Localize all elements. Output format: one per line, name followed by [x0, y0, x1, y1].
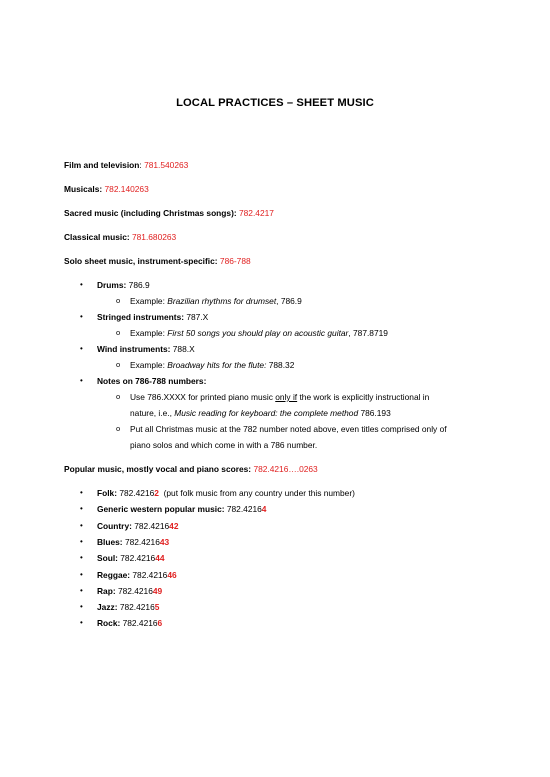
drums-item [97, 280, 150, 290]
genre-item [97, 586, 162, 596]
example-title: Broadway hits for the flute: [167, 360, 267, 370]
note-title: Music reading for keyboard: the complete method [174, 408, 359, 418]
bullet-icon: • [80, 537, 83, 546]
genre-number-base: 782.4216 [119, 488, 155, 498]
genre-number-suffix: 49 [152, 586, 163, 596]
note-text: the work is explicitly instructional in [297, 392, 430, 402]
stringed-label: Stringed instruments: [97, 312, 187, 322]
film-label: Film and television [64, 160, 140, 170]
genre-number-base: 782.4216 [122, 618, 158, 628]
musicals-number: 782.140263 [104, 184, 149, 194]
genre-number-base: 782.4216 [119, 602, 155, 612]
sacred-music-line [64, 208, 274, 218]
bullet-icon: • [80, 521, 83, 530]
sacred-number: 782.4217 [238, 208, 274, 218]
sub-bullet-icon: o [116, 424, 121, 433]
genre-label: Blues: [97, 537, 125, 547]
classical-number: 781.680263 [131, 232, 177, 242]
solo-label: Solo sheet music, instrument-specific: [64, 256, 220, 266]
bullet-icon: • [80, 553, 83, 562]
genre-number-base: 782.4216 [124, 537, 160, 547]
genre-number-suffix: 2 [154, 488, 159, 498]
note-emphasis: only if [275, 392, 298, 402]
genre-number-base: 782.4216 [226, 504, 262, 514]
genre-number-base: 782.4216 [120, 553, 156, 563]
genre-label: Rap: [97, 586, 118, 596]
example-prefix: Example: [130, 296, 168, 306]
note-text: Use 786.XXXX for printed piano music [130, 392, 276, 402]
note-text: nature, i.e., [130, 408, 175, 418]
bullet-icon: • [80, 280, 83, 289]
genre-label: Country: [97, 521, 135, 531]
drums-label: Drums: [97, 280, 129, 290]
bullet-icon: • [80, 344, 83, 353]
note-1-line-1 [130, 392, 429, 402]
genre-number-base: 782.4216 [117, 586, 153, 596]
example-title: First 50 songs you should play on acoustic guitar [167, 328, 349, 338]
bullet-icon: • [80, 504, 83, 513]
note-1-line-2 [130, 408, 391, 418]
example-number: , 786.9 [276, 296, 302, 306]
genre-label: Reggae: [97, 570, 133, 580]
genre-number-suffix: 6 [157, 618, 163, 628]
classical-music-line [64, 232, 176, 242]
example-number: , 787.8719 [348, 328, 388, 338]
genre-label: Soul: [97, 553, 121, 563]
genre-item [97, 602, 159, 612]
example-prefix: Example: [130, 328, 168, 338]
bullet-icon: • [80, 488, 83, 497]
popular-label: Popular music, mostly vocal and piano scores: [64, 464, 254, 474]
sacred-label: Sacred music (including Christmas songs): [64, 208, 239, 218]
genre-item [97, 504, 266, 514]
film-television-line [64, 160, 188, 170]
example-prefix: Example: [130, 360, 168, 370]
genre-item [97, 553, 165, 563]
stringed-example [130, 328, 388, 338]
notes-heading: Notes on 786-788 numbers: [97, 376, 207, 386]
genre-number-suffix: 5 [154, 602, 160, 612]
sub-bullet-icon: o [116, 328, 121, 337]
genre-label: Generic western popular music: [97, 504, 227, 514]
wind-item [97, 344, 195, 354]
sub-bullet-icon: o [116, 360, 121, 369]
stringed-item [97, 312, 208, 322]
note-2-line-1: Put all Christmas music at the 782 number noted above, even titles comprised only of [130, 424, 447, 434]
bullet-icon: • [80, 570, 83, 579]
sub-bullet-icon: o [116, 392, 121, 401]
genre-item [97, 570, 177, 580]
genre-number-suffix: 4 [261, 504, 267, 514]
genre-number-suffix: 43 [159, 537, 170, 547]
solo-sheet-music-line [64, 256, 251, 266]
bullet-icon: • [80, 618, 83, 627]
wind-value: 788.X [172, 344, 195, 354]
genre-item [97, 537, 169, 547]
stringed-value: 787.X [186, 312, 209, 322]
popular-number: 782.4216….0263 [253, 464, 318, 474]
sub-bullet-icon: o [116, 296, 121, 305]
genre-label: Folk: [97, 488, 120, 498]
genre-number-suffix: 46 [167, 570, 177, 580]
solo-number: 786-788 [219, 256, 251, 266]
bullet-icon: • [80, 586, 83, 595]
bullet-icon: • [80, 312, 83, 321]
genre-note: (put folk music from any country under this number) [158, 488, 355, 498]
genre-label: Jazz: [97, 602, 120, 612]
genre-number-base: 782.4216 [132, 570, 168, 580]
classical-label: Classical music: [64, 232, 132, 242]
wind-label: Wind instruments: [97, 344, 173, 354]
genre-label: Rock: [97, 618, 123, 628]
musicals-line [64, 184, 149, 194]
example-number: 788.32 [266, 360, 295, 370]
genre-item [97, 521, 178, 531]
drums-example [130, 296, 302, 306]
page-title: LOCAL PRACTICES – SHEET MUSIC [176, 97, 374, 109]
example-title: Brazilian rhythms for drumset [167, 296, 277, 306]
bullet-icon: • [80, 602, 83, 611]
wind-example [130, 360, 294, 370]
drums-value: 786.9 [128, 280, 150, 290]
popular-music-line [64, 464, 318, 474]
genre-number-base: 782.4216 [134, 521, 170, 531]
film-number: 781.540263 [144, 160, 189, 170]
musicals-label: Musicals: [64, 184, 105, 194]
bullet-icon: • [80, 376, 83, 385]
note-number: 786.193 [358, 408, 391, 418]
genre-number-suffix: 42 [169, 521, 179, 531]
film-colon: : [139, 160, 145, 170]
note-2-line-2: piano solos and which come in with a 786 number. [130, 440, 318, 450]
genre-item [97, 488, 355, 498]
genre-item [97, 618, 162, 628]
genre-number-suffix: 44 [155, 553, 165, 563]
